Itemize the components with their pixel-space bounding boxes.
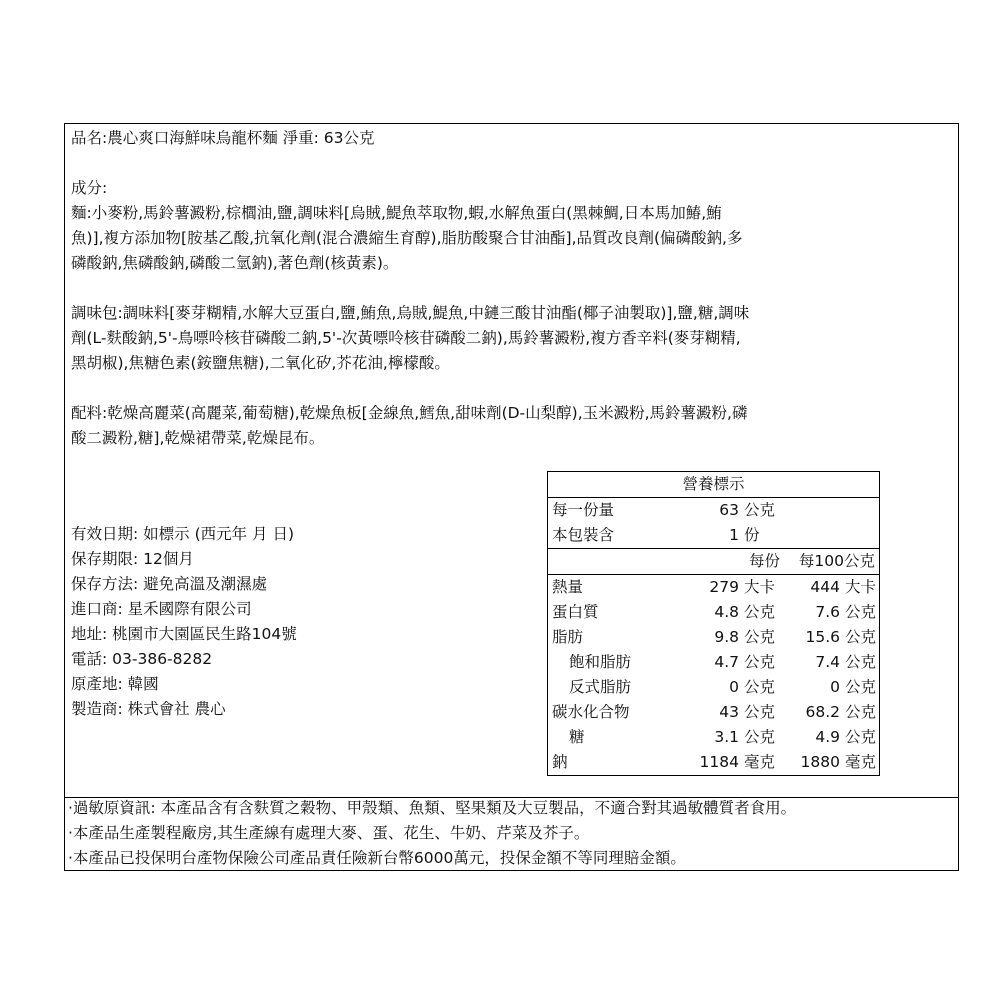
nutrition-v2: 444 bbox=[784, 575, 840, 601]
nutrition-u1: 公克 bbox=[744, 703, 776, 721]
nutrition-name: 脂肪 bbox=[552, 628, 584, 646]
nutrition-name: 飽和脂肪 bbox=[569, 653, 632, 671]
col-per-100g: 每100公克 bbox=[784, 549, 880, 575]
seasoning-ingredients-line: 調味包:調味料[麥芽糊精,水解大豆蛋白,鹽,鮪魚,烏賊,鯷魚,中鏈三酸甘油酯(椰子油製取)],鹽,糖,調味 bbox=[71, 304, 750, 322]
serving-unit: 公克 bbox=[739, 498, 784, 524]
nutrition-u1: 毫克 bbox=[744, 753, 776, 771]
info-shelf-life: 保存期限: 12個月 bbox=[71, 550, 194, 568]
nutrition-name: 熱量 bbox=[548, 575, 682, 601]
nutrition-row bbox=[548, 575, 880, 601]
nutrition-name: 碳水化合物 bbox=[552, 703, 630, 721]
nutrition-name: 鈉 bbox=[552, 753, 568, 771]
nutrition-u2: 公克 bbox=[845, 728, 877, 746]
nutrition-v2: 0 bbox=[830, 678, 840, 696]
info-importer: 進口商: 星禾國際有限公司 bbox=[71, 600, 252, 618]
product-name: 品名:農心爽口海鮮味烏龍杯麵 淨重: 63公克 bbox=[71, 129, 375, 147]
nutrition-name: 蛋白質 bbox=[552, 603, 599, 621]
nutrition-u2: 大卡 bbox=[840, 575, 880, 601]
nutrition-u1: 公克 bbox=[744, 653, 776, 671]
nutrition-v2: 15.6 bbox=[805, 628, 840, 646]
nutrition-u2: 公克 bbox=[845, 653, 877, 671]
allergen-note: ·過敏原資訊: 本產品含有含麩質之穀物、甲殼類、魚類、堅果類及大豆製品，不適合對其過敏體質者食用。 bbox=[68, 799, 797, 817]
nutrition-table bbox=[547, 471, 880, 776]
pack-value: 1 bbox=[729, 526, 739, 544]
nutrition-row bbox=[548, 725, 880, 750]
seasoning-ingredients-line: 劑(L-麩酸鈉,5'-鳥嘌呤核苷磷酸二鈉,5'-次黃嘌呤核苷磷酸二鈉),馬鈴薯澱粉,複方香辛料(麥芽糊精, bbox=[71, 329, 741, 347]
nutrition-u1: 公克 bbox=[744, 728, 776, 746]
info-storage: 保存方法: 避免高溫及潮濕處 bbox=[71, 575, 268, 593]
facility-note: ·本產品生產製程廠房,其生產線有處理大麥、蛋、花生、牛奶、芹菜及芥子。 bbox=[68, 824, 590, 842]
nutrition-v2: 1880 bbox=[800, 753, 840, 771]
insurance-note: ·本產品已投保明台產物保險公司產品責任險新台幣6000萬元，投保金額不等同理賠金額。 bbox=[68, 849, 686, 867]
nutrition-u2: 公克 bbox=[845, 678, 877, 696]
nutrition-u2: 公克 bbox=[845, 603, 877, 621]
noodle-ingredients-line: 魚)],複方添加物[胺基乙酸,抗氧化劑(混合濃縮生育醇),脂肪酸聚合甘油酯],品質改良劑(偏磷酸鈉,多 bbox=[71, 229, 743, 247]
nutrition-v2: 7.6 bbox=[815, 603, 840, 621]
nutrition-row bbox=[548, 700, 880, 725]
nutrition-v2: 68.2 bbox=[805, 703, 840, 721]
nutrition-u2: 毫克 bbox=[845, 753, 877, 771]
info-expiry: 有效日期: 如標示 (西元年 月 日) bbox=[71, 525, 295, 543]
nutrition-name: 反式脂肪 bbox=[569, 678, 632, 696]
seasoning-ingredients-line: 黑胡椒),焦糖色素(銨鹽焦糖),二氧化矽,芥花油,檸檬酸。 bbox=[71, 354, 450, 372]
nutrition-row bbox=[548, 750, 880, 776]
nutrition-row bbox=[548, 625, 880, 650]
nutrition-v1: 279 bbox=[681, 575, 739, 601]
noodle-ingredients-line: 磷酸鈉,焦磷酸鈉,磷酸二氫鈉),著色劑(核黃素)。 bbox=[71, 254, 399, 272]
nutrition-v2: 7.4 bbox=[815, 653, 840, 671]
serving-value: 63 bbox=[681, 498, 739, 524]
nutrition-u1: 公克 bbox=[744, 678, 776, 696]
nutrition-v1: 43 bbox=[719, 703, 739, 721]
info-phone: 電話: 03-386-8282 bbox=[71, 650, 213, 668]
nutrition-title: 營養標示 bbox=[682, 475, 745, 493]
noodle-ingredients-line: 麵:小麥粉,馬鈴薯澱粉,棕櫚油,鹽,調味料[烏賊,鯷魚萃取物,蝦,水解魚蛋白(黑棘鯛,日本馬加鰆,鮪 bbox=[71, 204, 722, 222]
nutrition-v1: 0 bbox=[729, 678, 739, 696]
nutrition-row bbox=[548, 650, 880, 675]
nutrition-u1: 公克 bbox=[744, 603, 776, 621]
nutrition-v1: 4.8 bbox=[714, 603, 739, 621]
garnish-ingredients-line: 酸二澱粉,糖],乾燥裙帶菜,乾燥昆布。 bbox=[71, 429, 325, 447]
serving-label: 每一份量 bbox=[548, 498, 682, 524]
ingredients-heading: 成分: bbox=[71, 179, 108, 197]
garnish-ingredients-line: 配料:乾燥高麗菜(高麗菜,葡萄糖),乾燥魚板[金線魚,鱈魚,甜味劑(D-山梨醇),玉米澱粉,馬鈴薯澱粉,磷 bbox=[71, 404, 748, 422]
info-origin: 原產地: 韓國 bbox=[71, 675, 159, 693]
nutrition-name: 糖 bbox=[569, 728, 585, 746]
nutrition-u2: 公克 bbox=[845, 703, 877, 721]
nutrition-v1: 4.7 bbox=[714, 653, 739, 671]
nutrition-v1: 3.1 bbox=[714, 728, 739, 746]
nutrition-u2: 公克 bbox=[845, 628, 877, 646]
nutrition-u1: 大卡 bbox=[739, 575, 784, 601]
nutrition-row bbox=[548, 600, 880, 625]
nutrition-u1: 公克 bbox=[744, 628, 776, 646]
nutrition-row bbox=[548, 675, 880, 700]
nutrition-v1: 9.8 bbox=[714, 628, 739, 646]
pack-label: 本包裝含 bbox=[552, 526, 615, 544]
nutrition-v2: 4.9 bbox=[815, 728, 840, 746]
nutrition-v1: 1184 bbox=[699, 753, 739, 771]
info-manufacturer: 製造商: 株式會社 農心 bbox=[71, 700, 226, 718]
pack-unit: 份 bbox=[744, 526, 760, 544]
col-per-serving: 每份 bbox=[681, 549, 784, 575]
info-address: 地址: 桃園市大園區民生路104號 bbox=[71, 625, 297, 643]
